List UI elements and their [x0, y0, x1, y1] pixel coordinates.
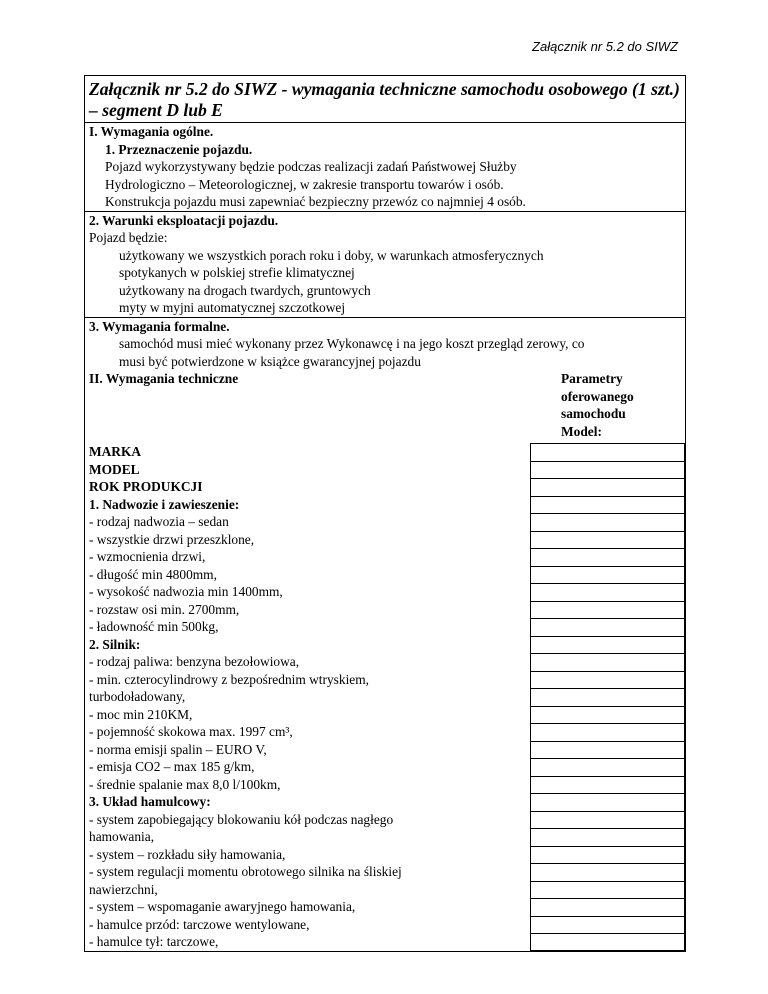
- requirement-text: - system – rozkładu siły hamowania,: [89, 846, 286, 862]
- requirement-text: 3. Układ hamulcowy:: [89, 794, 211, 809]
- requirement-text: - długość min 4800mm,: [89, 566, 217, 582]
- requirement-text: - wzmocnienia drzwi,: [89, 549, 206, 564]
- requirements-table: [84, 75, 686, 952]
- table-row: [85, 688, 685, 706]
- document-title: Załącznik nr 5.2 do SIWZ - wymagania techniczne samochodu osobowego (1 szt.) – segment D lub E: [85, 76, 685, 123]
- section-general: [85, 123, 685, 212]
- requirement-text: - emisja CO2 – max 185 g/km,: [89, 759, 255, 774]
- offered-value-cell[interactable]: [530, 688, 685, 706]
- section-heading: I. Wymagania ogólne.: [89, 124, 214, 139]
- section-formal: [85, 318, 685, 371]
- table-row: [85, 496, 685, 514]
- table-row: [85, 793, 685, 811]
- requirement-text: 1. Nadwozie i zawieszenie:: [89, 496, 240, 512]
- header-line: oferowanego: [561, 388, 634, 404]
- table-row: [85, 478, 685, 496]
- requirement-text: - rozstaw osi min. 2700mm,: [89, 601, 240, 617]
- table-row: [85, 776, 685, 794]
- table-row: [85, 741, 685, 759]
- offered-value-cell[interactable]: [530, 706, 685, 724]
- offered-value-cell[interactable]: [530, 671, 685, 689]
- offered-value-cell[interactable]: [530, 828, 685, 846]
- offered-value-cell[interactable]: [530, 496, 685, 514]
- table-row: [85, 863, 685, 881]
- requirement-text: - wszystkie drzwi przeszklone,: [89, 531, 255, 547]
- table-row: [85, 566, 685, 584]
- table-row: [85, 671, 685, 689]
- table-row: [85, 513, 685, 531]
- offered-value-cell[interactable]: [530, 776, 685, 794]
- table-row: [85, 531, 685, 549]
- requirement-text: - wysokość nadwozia min 1400mm,: [89, 584, 283, 599]
- table-row: [85, 933, 685, 951]
- requirement-text: - ładowność min 500kg,: [89, 619, 219, 634]
- offered-value-cell[interactable]: [530, 583, 685, 601]
- table-row: [85, 723, 685, 741]
- offered-value-cell[interactable]: [530, 741, 685, 759]
- table-row: [85, 706, 685, 724]
- offered-value-cell[interactable]: [530, 566, 685, 584]
- table-row: [85, 636, 685, 654]
- text-line: użytkowany we wszystkich porach roku i doby, w warunkach atmosferycznych: [119, 247, 544, 263]
- text-line: myty w myjni automatycznej szczotkowej: [119, 300, 346, 315]
- requirement-text: - rodzaj nadwozia – sedan: [89, 514, 229, 529]
- requirement-text: MARKA: [89, 444, 142, 459]
- offered-value-cell[interactable]: [530, 863, 685, 881]
- table-row: [85, 881, 685, 899]
- requirement-text: - min. czterocylindrowy z bezpośrednim wtryskiem,: [89, 671, 370, 687]
- section-heading: 3. Wymagania formalne.: [89, 318, 230, 334]
- offered-value-cell[interactable]: [530, 933, 685, 951]
- offered-value-cell[interactable]: [530, 601, 685, 619]
- offered-value-cell[interactable]: [530, 793, 685, 811]
- table-row: [85, 548, 685, 566]
- offered-value-cell[interactable]: [530, 461, 685, 479]
- offered-value-cell[interactable]: [530, 513, 685, 531]
- requirement-text: - system – wspomaganie awaryjnego hamowania,: [89, 899, 356, 914]
- text-line: musi być potwierdzone w książce gwarancyjnej pojazdu: [119, 353, 421, 369]
- offered-value-cell[interactable]: [530, 636, 685, 654]
- requirement-text: - norma emisji spalin – EURO V,: [89, 741, 267, 757]
- requirement-text: - moc min 210KM,: [89, 706, 193, 722]
- text-line: Hydrologiczno – Meteorologicznej, w zakresie transportu towarów i osób.: [105, 176, 504, 192]
- offered-value-cell[interactable]: [530, 443, 685, 461]
- requirement-text: ROK PRODUKCJI: [89, 479, 203, 494]
- text-line: samochód musi mieć wykonany przez Wykonawcę i na jego koszt przegląd zerowy, co: [119, 336, 585, 351]
- offered-value-cell[interactable]: [530, 881, 685, 899]
- offered-value-cell[interactable]: [530, 811, 685, 829]
- table-row: [85, 828, 685, 846]
- offered-value-cell[interactable]: [530, 723, 685, 741]
- text-line: spotykanych w polskiej strefie klimatycznej: [119, 265, 355, 280]
- requirement-text: nawierzchni,: [89, 881, 158, 897]
- subsection-heading: 1. Przeznaczenie pojazdu.: [105, 141, 253, 157]
- table-row: [85, 653, 685, 671]
- header-line: Model:: [561, 423, 602, 439]
- requirement-text: MODEL: [89, 461, 140, 477]
- table-row: [85, 811, 685, 829]
- page-header: Załącznik nr 5.2 do SIWZ: [532, 39, 678, 54]
- technical-header: [85, 370, 685, 440]
- text-line: Konstrukcja pojazdu musi zapewniać bezpieczny przewóz co najmniej 4 osób.: [105, 194, 526, 209]
- section-heading: 2. Warunki eksploatacji pojazdu.: [89, 212, 279, 228]
- offered-value-cell[interactable]: [530, 653, 685, 671]
- offered-value-cell[interactable]: [530, 478, 685, 496]
- requirement-text: - system zapobiegający blokowaniu kół podczas nagłego: [89, 811, 394, 827]
- table-row: [85, 916, 685, 934]
- table-row: [85, 618, 685, 636]
- table-row: [85, 601, 685, 619]
- requirement-text: - rodzaj paliwa: benzyna bezołowiowa,: [89, 654, 300, 669]
- requirement-text: - system regulacji momentu obrotowego silnika na śliskiej: [89, 864, 402, 879]
- table-row: [85, 583, 685, 601]
- offered-value-cell[interactable]: [530, 898, 685, 916]
- table-row: [85, 898, 685, 916]
- requirement-text: hamowania,: [89, 829, 155, 844]
- offered-value-cell[interactable]: [530, 846, 685, 864]
- table-row: [85, 758, 685, 776]
- offered-value-cell[interactable]: [530, 916, 685, 934]
- requirement-text: - hamulce przód: tarczowe wentylowane,: [89, 916, 310, 932]
- offered-value-cell[interactable]: [530, 758, 685, 776]
- requirement-text: - średnie spalanie max 8,0 l/100km,: [89, 776, 281, 792]
- table-row: [85, 846, 685, 864]
- requirement-text: 2. Silnik:: [89, 636, 141, 652]
- header-line: Parametry: [561, 371, 623, 386]
- requirement-text: turbodoładowany,: [89, 689, 186, 704]
- offered-value-cell[interactable]: [530, 548, 685, 566]
- table-row: [85, 443, 685, 461]
- section-operating-conditions: [85, 212, 685, 318]
- text-line: użytkowany na drogach twardych, gruntowych: [119, 282, 371, 298]
- offered-value-cell[interactable]: [530, 618, 685, 636]
- technical-rows: [85, 443, 685, 951]
- text-line: Pojazd wykorzystywany będzie podczas realizacji zadań Państwowej Służby: [105, 159, 517, 174]
- section-heading: II. Wymagania techniczne: [89, 371, 239, 386]
- offered-params-header: [555, 370, 681, 440]
- offered-value-cell[interactable]: [530, 531, 685, 549]
- table-row: [85, 461, 685, 479]
- requirement-text: - pojemność skokowa max. 1997 cm³,: [89, 724, 293, 739]
- text-line: Pojazd będzie:: [89, 230, 168, 245]
- header-line: samochodu: [561, 406, 626, 421]
- requirement-text: - hamulce tył: tarczowe,: [89, 934, 219, 949]
